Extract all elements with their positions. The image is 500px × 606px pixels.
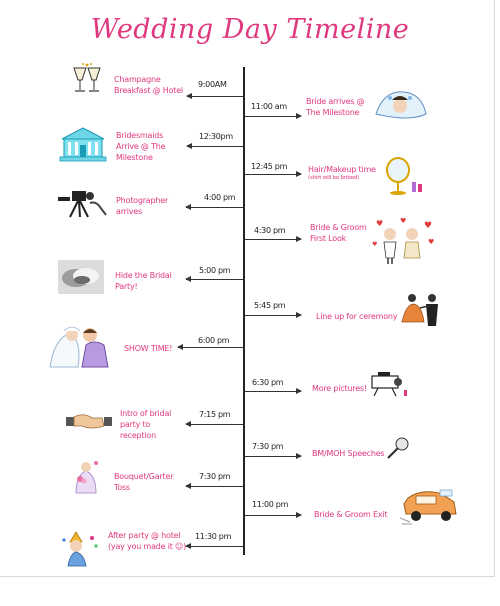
event-time-bridesmaids-arrive: 12:30pm bbox=[199, 132, 233, 141]
arrow-more-pictures bbox=[244, 391, 301, 392]
svg-text:♥: ♥ bbox=[400, 217, 407, 225]
event-time-bride-arrives: 11:00 am bbox=[251, 102, 287, 111]
arrow-line-up bbox=[244, 315, 301, 316]
svg-text:♥: ♥ bbox=[372, 241, 378, 248]
event-time-intro-bridal-party: 7:15 pm bbox=[199, 410, 231, 419]
event-time-more-pictures: 6:30 pm bbox=[252, 378, 284, 387]
event-time-after-party: 11:30 pm bbox=[195, 532, 232, 541]
svg-text:♥: ♥ bbox=[428, 238, 435, 246]
event-text-hair-makeup-label: Hair/Makeup time bbox=[308, 165, 376, 174]
event-text-more-pictures: More pictures! bbox=[312, 384, 367, 393]
event-time-hide-bridal-party: 5:00 pm bbox=[199, 266, 231, 275]
event-text-after-party: After party @ hotel (yay you made it ☺) bbox=[108, 531, 187, 551]
arrow-hair-makeup bbox=[244, 174, 301, 175]
dancing-couple-icon bbox=[396, 292, 446, 328]
event-text-show-time: SHOW TIME! bbox=[124, 344, 173, 353]
arrow-photographer-arrives bbox=[186, 207, 243, 208]
event-time-line-up: 5:45 pm bbox=[254, 301, 286, 310]
timeline-axis bbox=[243, 67, 245, 555]
arrow-first-look bbox=[244, 239, 301, 240]
arrow-champagne-breakfast bbox=[187, 96, 243, 97]
event-text-champagne-breakfast: Champagne Breakfast @ Hotel bbox=[114, 75, 183, 95]
arrow-intro-bridal-party bbox=[186, 424, 243, 425]
projector-icon bbox=[368, 370, 408, 398]
event-text-photographer-arrives: Photographer arrives bbox=[116, 196, 169, 216]
event-time-speeches: 7:30 pm bbox=[252, 442, 284, 451]
arrow-hide-bridal-party bbox=[186, 279, 243, 280]
event-time-exit: 11:00 pm bbox=[252, 500, 289, 509]
event-text-intro-bridal-party: Intro of bridal party to reception bbox=[120, 409, 172, 440]
svg-text:♥: ♥ bbox=[424, 221, 433, 231]
venue-building-icon bbox=[58, 125, 108, 163]
page-title: Wedding Day Timeline bbox=[90, 14, 410, 45]
page-border-bottom bbox=[0, 576, 495, 577]
event-text-hide-bridal-party: Hide the Bridal Party! bbox=[115, 271, 172, 291]
arrow-speeches bbox=[244, 456, 301, 457]
makeup-mirror-icon bbox=[380, 156, 426, 196]
event-text-hair-makeup bbox=[308, 164, 380, 182]
event-note-hair-makeup: (shirt will be bribed) bbox=[308, 175, 360, 181]
event-time-show-time: 6:00 pm bbox=[198, 336, 230, 345]
arrow-bride-arrives bbox=[244, 116, 301, 117]
couple-hearts-icon bbox=[372, 216, 438, 266]
bride-veil-icon bbox=[370, 84, 430, 124]
event-time-bouquet-garter-toss: 7:30 pm bbox=[199, 472, 231, 481]
clasped-hands-icon bbox=[58, 260, 104, 294]
microphone-icon bbox=[384, 436, 412, 462]
arrow-after-party bbox=[186, 546, 243, 547]
event-time-photographer-arrives: 4:00 pm bbox=[204, 193, 236, 202]
party-guy-icon bbox=[58, 528, 104, 568]
arrow-show-time bbox=[178, 347, 243, 348]
event-time-hair-makeup: 12:45 pm bbox=[251, 162, 288, 171]
event-text-exit: Bride & Groom Exit bbox=[314, 510, 388, 519]
wedding-couple-icon bbox=[46, 323, 114, 369]
event-time-champagne-breakfast: 9:00AM bbox=[198, 80, 227, 89]
event-text-first-look: Bride & Groom First Look bbox=[310, 223, 367, 243]
event-text-line-up: Line up for ceremony bbox=[316, 312, 398, 321]
arrow-exit bbox=[244, 515, 301, 516]
bride-bouquet-icon bbox=[66, 457, 106, 495]
event-text-bride-arrives: Bride arrives @ The Milestone bbox=[306, 97, 365, 117]
getaway-car-icon bbox=[400, 488, 462, 528]
event-text-bouquet-garter-toss: Bouquet/Garter Toss bbox=[114, 472, 174, 492]
svg-text:♥: ♥ bbox=[376, 219, 384, 228]
camera-tripod-icon bbox=[56, 189, 110, 221]
handshake-icon bbox=[66, 410, 112, 432]
event-text-speeches: BM/MOH Speeches bbox=[312, 449, 385, 458]
champagne-glasses-icon bbox=[66, 62, 108, 96]
page-border-right bbox=[494, 0, 495, 576]
arrow-bouquet-garter-toss bbox=[186, 486, 243, 487]
event-time-first-look: 4:30 pm bbox=[254, 226, 286, 235]
event-text-bridesmaids-arrive: Bridesmaids Arrive @ The Milestone bbox=[116, 131, 166, 162]
arrow-bridesmaids-arrive bbox=[187, 146, 243, 147]
